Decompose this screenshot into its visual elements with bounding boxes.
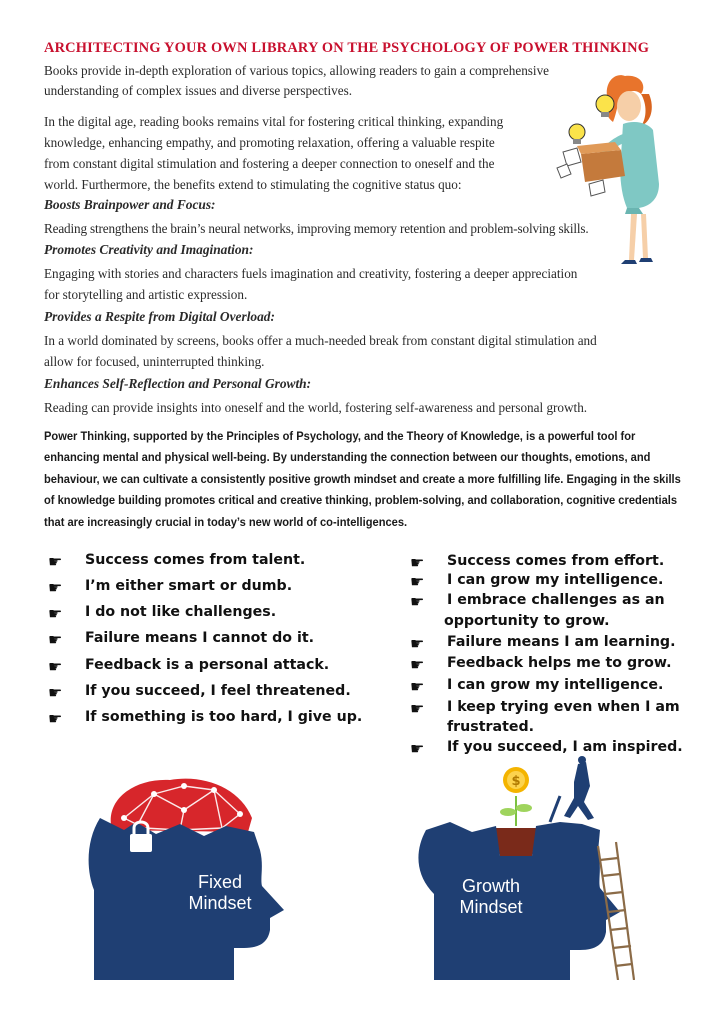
benefit-heading-respite: Provides a Respite from Digital Overload: bbox=[44, 309, 275, 324]
page-title: ARCHITECTING YOUR OWN LIBRARY ON THE PSYCHOLOGY OF POWER THINKING bbox=[44, 40, 650, 56]
pointing-hand-icon: ☛ bbox=[48, 630, 63, 649]
benefit-text-creativity-2: for storytelling and artistic expression. bbox=[44, 287, 248, 302]
growth-mindset-label: Growth Mindset bbox=[459, 876, 523, 917]
benefit-text-brainpower: Reading strengthens the brain’s neural networks, improving memory retention and problem-solving skills. bbox=[44, 221, 589, 236]
benefit-heading-brainpower: Boosts Brainpower and Focus: bbox=[44, 197, 216, 212]
power-thinking-line-3: behaviour, we can cultivate a consistently positive growth mindset and create a more fulfilling life. Engaging in the skills bbox=[44, 471, 681, 486]
woman-with-books-illustration bbox=[555, 64, 685, 274]
power-thinking-paragraph bbox=[44, 426, 683, 533]
digital-age-line-4: world. Furthermore, the benefits extend to stimulating the cognitive status quo: bbox=[44, 177, 462, 192]
pointing-hand-icon: ☛ bbox=[410, 634, 425, 653]
power-thinking-line-5: that are increasingly crucial in today’s new world of co-intelligences. bbox=[44, 514, 408, 529]
pointing-hand-icon: ☛ bbox=[48, 657, 63, 676]
pointing-hand-icon: ☛ bbox=[48, 552, 63, 571]
power-thinking-line-1: Power Thinking, supported by the Principles of Psychology, and the Theory of Knowledge, is a powerful tool for bbox=[44, 429, 636, 443]
benefit-heading-creativity: Promotes Creativity and Imagination: bbox=[44, 242, 254, 257]
digital-age-line-1: In the digital age, reading books remains vital for fostering critical thinking, expanding bbox=[44, 114, 504, 129]
benefit-text-creativity-1: Engaging with stories and characters fuels imagination and creativity, fostering a deeper appreciation bbox=[44, 266, 578, 281]
pointing-hand-icon: ☛ bbox=[410, 699, 425, 718]
intro-line-1: Books provide in-depth exploration of various topics, allowing readers to gain a comprehensive bbox=[44, 63, 550, 78]
power-thinking-line-4: of knowledge building promotes critical and creative thinking, problem-solving, and collaboration, cognitive credentials bbox=[44, 493, 678, 508]
intro-line-2: understanding of complex issues and diverse perspectives. bbox=[44, 83, 352, 98]
pointing-hand-icon: ☛ bbox=[410, 572, 425, 591]
pointing-hand-icon: ☛ bbox=[410, 553, 425, 572]
coin-icon: $ bbox=[511, 774, 521, 789]
digital-age-line-2: knowledge, enhancing empathy, and promoting relaxation, offering a valuable respite bbox=[44, 135, 495, 150]
benefit-text-reflection: Reading can provide insights into oneself and the world, fostering self-awareness and personal growth. bbox=[44, 400, 588, 415]
benefit-heading-reflection: Enhances Self-Reflection and Personal Growth: bbox=[44, 376, 312, 391]
benefit-text-respite-1: In a world dominated by screens, books offer a much-needed break from constant digital stimulation and bbox=[44, 333, 597, 348]
pointing-hand-icon: ☛ bbox=[48, 683, 63, 702]
page: ARCHITECTING YOUR OWN LIBRARY ON THE PSYCHOLOGY OF POWER THINKING Books provide in-depth exploration of various topics, allowing readers to gain a comprehensive understanding of complex issues and diverse perspectives. In the digital age, reading books remains vital for fostering critical thinking, expanding knowledge, enhancing empathy, and promoting relaxation, offering a valuable respite from constant digital stimulation and fostering a deeper connection to oneself and the world. Furthermore, the benefits extend to stimulating the cognitive status quo: Boosts Brainpower and Focus: Reading strengthens the brain’s neural networks, improving memory retention and problem-solving skills. Promotes Creativity and Imagination: Engaging with stories and characters fuels imagination and creativity, fostering a deeper appreciation for storytelling and artistic expression. Provides a Respite from Digital Overload: In a world dominated by screens, books offer a much-needed break from constant digital stimulation and allow for focused, uninterrupted thinking. Enhances Self-Reflection and Personal Growth: Reading can provide insights into oneself and the world, fostering self-awareness and personal growth. Power Thinking, supported by the Principles of Psychology, and the Theory of Knowledge, is a powerful tool for enhancing mental and physical well-being. By understanding the connection between our thoughts, emotions, and behaviour, we can cultivate a consistently positive growth mindset and create a more fulfilling life. Engaging in the skills of knowledge building promotes critical and creative thinking, problem-solving, and collaboration, cognitive credentials that are increasingly crucial in today’s new world of co-intelligences. ☛ Success comes from talent. ☛ I’m either smart or dumb. ☛ I do not like challenges. ☛ Failure means I cannot do it. ☛ Feedback is a personal attack. ☛ If you succeed, I feel threatened. ☛ If something is too hard, I give up. ☛ Success comes from effort. ☛ I can grow my intelligence. ☛ I embrace challenges as an opportunity to grow. ☛ Failure means I am learning. ☛ Feedback helps me to grow. ☛ I can grow my intelligence. ☛ I keep trying even when I am frustrated. ☛ If you succeed, I am inspired. Fixed Mindset $ Growth Mindset bbox=[0, 0, 725, 1024]
pointing-hand-icon: ☛ bbox=[48, 604, 63, 623]
pointing-hand-icon: ☛ bbox=[48, 578, 63, 597]
pointing-hand-icon: ☛ bbox=[410, 677, 425, 696]
pointing-hand-icon: ☛ bbox=[48, 709, 63, 728]
pointing-hand-icon: ☛ bbox=[410, 739, 425, 758]
fixed-mindset-label: Fixed Mindset bbox=[188, 872, 252, 913]
digital-age-line-3: from constant digital stimulation and fostering a deeper connection to oneself and the bbox=[44, 156, 495, 171]
benefit-text-respite-2: allow for focused, uninterrupted thinking. bbox=[44, 354, 265, 369]
growth-mindset-head-illustration bbox=[410, 756, 635, 980]
power-thinking-line-2: enhancing mental and physical well-being. By understanding the connection between our thoughts, emotions, and bbox=[44, 450, 651, 465]
pointing-hand-icon: ☛ bbox=[410, 655, 425, 674]
pointing-hand-icon: ☛ bbox=[410, 592, 425, 611]
